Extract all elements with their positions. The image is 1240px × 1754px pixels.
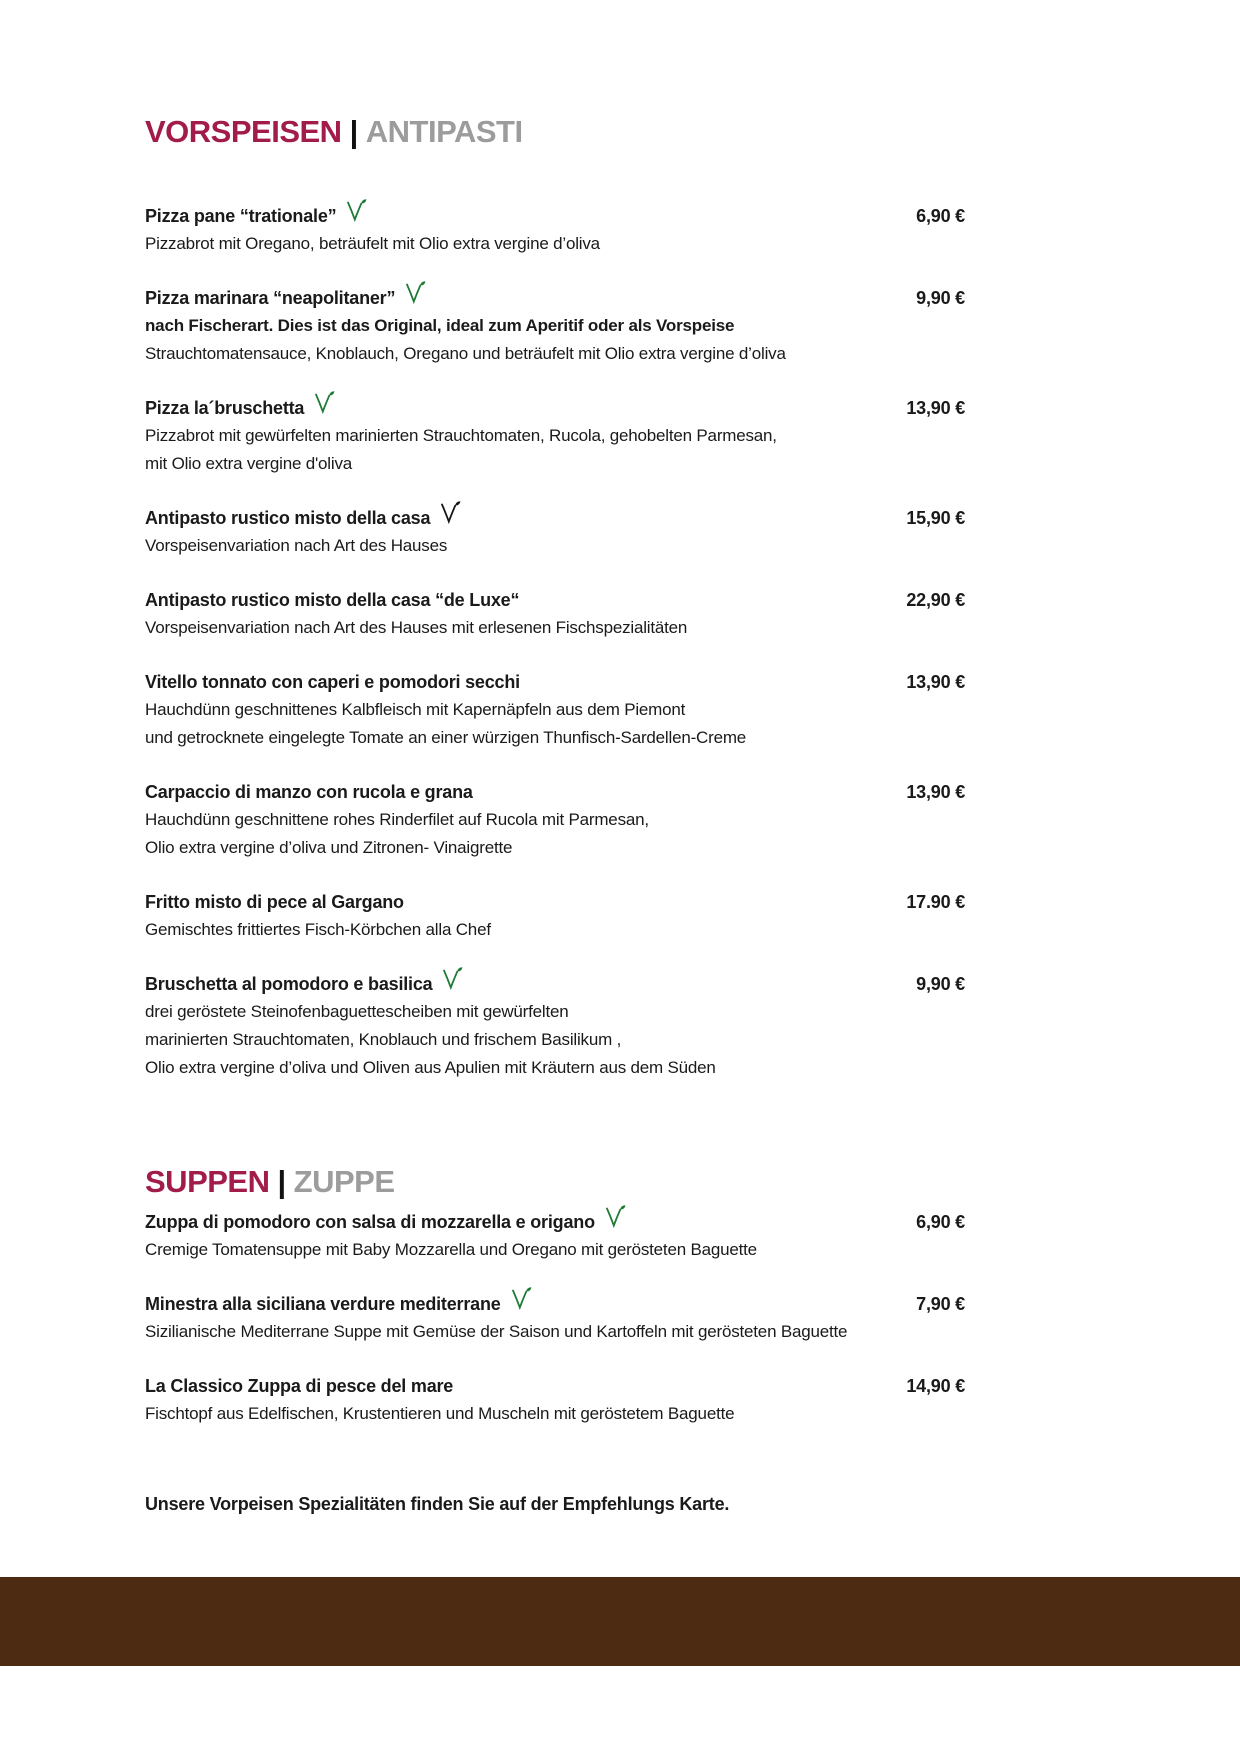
item-description-line: Fischtopf aus Edelfischen, Krustentieren und Muscheln mit geröstetem Baguette <box>145 1404 735 1423</box>
section-title-german: SUPPEN <box>145 1164 270 1199</box>
menu-item <box>145 284 965 368</box>
item-row <box>145 888 965 916</box>
menu-item <box>145 1290 965 1346</box>
section-title-italian: ANTIPASTI <box>365 114 523 149</box>
item-description-line: Pizzabrot mit Oregano, beträufelt mit Olio extra vergine d’oliva <box>145 234 600 253</box>
item-row <box>145 778 965 806</box>
menu-item <box>145 202 965 258</box>
menu-section <box>145 112 965 1082</box>
item-descriptions <box>145 916 965 944</box>
item-descriptions <box>145 696 965 752</box>
item-description-line: Gemischtes frittiertes Fisch-Körbchen alla Chef <box>145 920 491 939</box>
heading-separator-bar: | <box>277 1164 286 1199</box>
section-heading <box>145 1162 965 1202</box>
item-price: 6,90 € <box>916 206 965 226</box>
item-title <box>145 668 520 696</box>
item-title-text: Carpaccio di manzo con rucola e grana <box>145 782 473 802</box>
menu-content <box>145 112 965 1518</box>
item-title-text: Zuppa di pomodoro con salsa di mozzarella e origano <box>145 1212 595 1232</box>
item-title <box>145 394 335 422</box>
item-description-line: mit Olio extra vergine d'oliva <box>145 454 352 473</box>
item-descriptions <box>145 806 965 862</box>
item-row <box>145 1290 965 1318</box>
section-title-german: VORSPEISEN <box>145 114 342 149</box>
item-description-line: Hauchdünn geschnittenes Kalbfleisch mit Kapernäpfeln aus dem Piemont <box>145 700 686 719</box>
menu-item <box>145 970 965 1082</box>
item-row <box>145 1208 965 1236</box>
item-row <box>145 970 965 998</box>
item-description-line: Cremige Tomatensuppe mit Baby Mozzarella und Oregano mit gerösteten Baguette <box>145 1240 757 1259</box>
item-description-line: Olio extra vergine d’oliva und Zitronen- Vinaigrette <box>145 838 513 857</box>
item-title <box>145 888 404 916</box>
vegetarian-leaf-icon <box>604 1204 626 1229</box>
item-title-text: Antipasto rustico misto della casa “de Luxe“ <box>145 590 520 610</box>
section-items <box>145 1208 965 1428</box>
item-description-line: Hauchdünn geschnittene rohes Rinderfilet auf Rucola mit Parmesan, <box>145 810 649 829</box>
item-price: 15,90 € <box>906 508 965 528</box>
item-price: 9,90 € <box>916 974 965 994</box>
item-descriptions <box>145 422 965 478</box>
item-descriptions <box>145 1400 965 1428</box>
menu-section <box>145 1162 965 1428</box>
menu-item <box>145 888 965 944</box>
item-price: 6,90 € <box>916 1212 965 1232</box>
item-description-line: Vorspeisenvariation nach Art des Hauses mit erlesenen Fischspezialitäten <box>145 618 688 637</box>
item-title <box>145 202 367 230</box>
menu-sections <box>145 112 965 1428</box>
item-title <box>145 1290 532 1318</box>
item-title-text: Vitello tonnato con caperi e pomodori secchi <box>145 672 520 692</box>
item-title-text: Fritto misto di pece al Gargano <box>145 892 404 912</box>
menu-item <box>145 394 965 478</box>
item-price: 22,90 € <box>906 590 965 610</box>
item-price: 7,90 € <box>916 1294 965 1314</box>
item-title <box>145 504 461 532</box>
item-price: 13,90 € <box>906 782 965 802</box>
item-descriptions <box>145 312 965 368</box>
item-description-line: Pizzabrot mit gewürfelten marinierten Strauchtomaten, Rucola, gehobelten Parmesan, <box>145 426 777 445</box>
item-price: 14,90 € <box>906 1376 965 1396</box>
item-descriptions <box>145 998 965 1082</box>
section-items <box>145 202 965 1082</box>
vegetarian-leaf-icon <box>313 390 335 415</box>
section-heading <box>145 112 965 152</box>
item-title <box>145 284 426 312</box>
item-row <box>145 586 965 614</box>
section-title-italian: ZUPPE <box>293 1164 395 1199</box>
item-title <box>145 1372 453 1400</box>
vegetarian-leaf-icon <box>439 500 461 525</box>
item-row <box>145 284 965 312</box>
item-descriptions <box>145 1318 965 1346</box>
item-title-text: Pizza la´bruschetta <box>145 398 305 418</box>
item-row <box>145 504 965 532</box>
item-title-text: Minestra alla siciliana verdure mediterrane <box>145 1294 501 1314</box>
item-descriptions <box>145 1236 965 1264</box>
menu-item <box>145 504 965 560</box>
item-title <box>145 970 463 998</box>
vegetarian-leaf-icon <box>404 280 426 305</box>
item-description-line: Strauchtomatensauce, Knoblauch, Oregano und beträufelt mit Olio extra vergine d’oliva <box>145 344 786 363</box>
item-title-text: Pizza marinara “neapolitaner” <box>145 288 396 308</box>
item-description-line: drei geröstete Steinofenbaguettescheiben mit gewürfelten <box>145 1002 569 1021</box>
menu-item <box>145 778 965 862</box>
item-price: 13,90 € <box>906 672 965 692</box>
item-title <box>145 586 519 614</box>
item-price: 13,90 € <box>906 398 965 418</box>
vegetarian-leaf-icon <box>441 966 463 991</box>
item-descriptions <box>145 532 965 560</box>
menu-item <box>145 1208 965 1264</box>
item-description-line: nach Fischerart. Dies ist das Original, ideal zum Aperitif oder als Vorspeise <box>145 316 735 335</box>
menu-item <box>145 668 965 752</box>
bottom-brown-bar <box>0 1577 1240 1666</box>
item-title <box>145 778 473 806</box>
item-description-line: und getrocknete eingelegte Tomate an einer würzigen Thunfisch-Sardellen-Creme <box>145 728 747 747</box>
heading-separator-bar: | <box>349 114 358 149</box>
item-description-line: Vorspeisenvariation nach Art des Hauses <box>145 536 448 555</box>
item-descriptions <box>145 230 965 258</box>
item-title-text: Bruschetta al pomodoro e basilica <box>145 974 433 994</box>
item-row <box>145 668 965 696</box>
item-description-line: marinierten Strauchtomaten, Knoblauch und frischem Basilikum , <box>145 1030 622 1049</box>
item-row <box>145 202 965 230</box>
item-title-text: La Classico Zuppa di pesce del mare <box>145 1376 454 1396</box>
item-title-text: Pizza pane “trationale” <box>145 206 337 226</box>
menu-item <box>145 1372 965 1428</box>
item-price: 17.90 € <box>906 892 965 912</box>
item-description-line: Sizilianische Mediterrane Suppe mit Gemüse der Saison und Kartoffeln mit gerösteten Baguette <box>145 1322 848 1341</box>
item-description-line: Olio extra vergine d’oliva und Oliven aus Apulien mit Kräutern aus dem Süden <box>145 1058 716 1077</box>
menu-item <box>145 586 965 642</box>
item-title <box>145 1208 626 1236</box>
item-row <box>145 1372 965 1400</box>
item-row <box>145 394 965 422</box>
specials-note: Unsere Vorpeisen Spezialitäten finden Sie auf der Empfehlungs Karte. <box>145 1494 730 1514</box>
vegetarian-leaf-icon <box>510 1286 532 1311</box>
item-descriptions <box>145 614 965 642</box>
item-title-text: Antipasto rustico misto della casa <box>145 508 431 528</box>
vegetarian-leaf-icon <box>345 198 367 223</box>
item-price: 9,90 € <box>916 288 965 308</box>
